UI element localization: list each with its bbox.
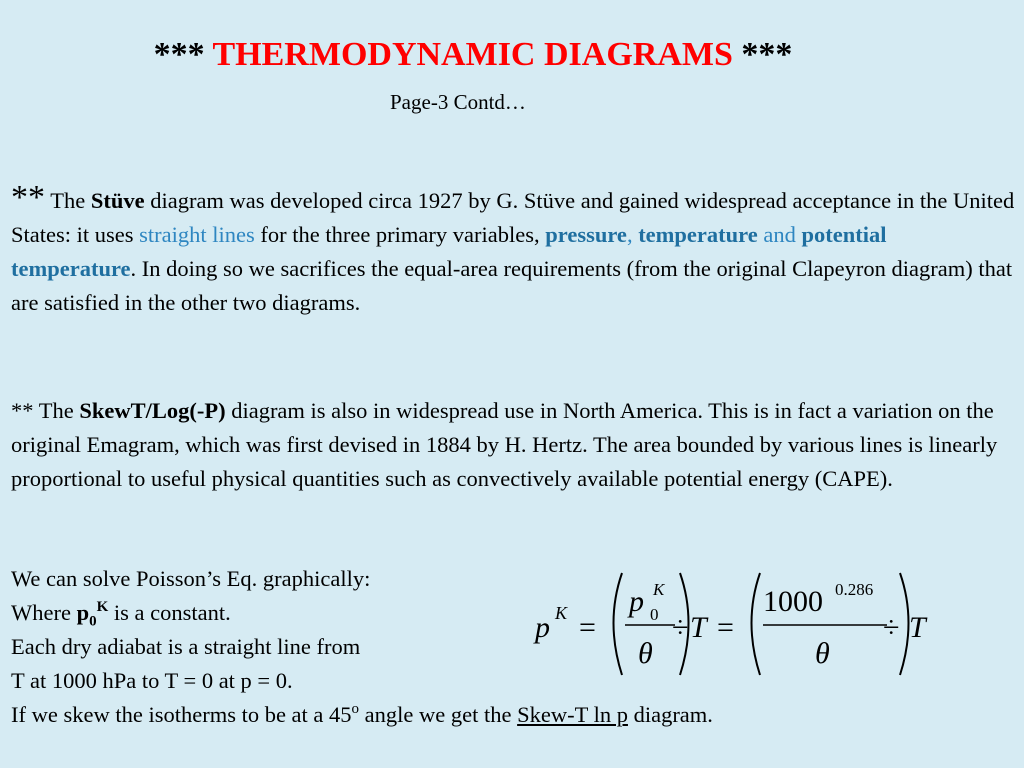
- stuve-paragraph: [11, 179, 1015, 320]
- line-adiabat: Each dry adiabat is a straight line from: [11, 634, 361, 659]
- p1-text: diagram was developed circa 1927 by G. Stüve and gained widespread acceptance in the United States: it uses: [11, 188, 1015, 247]
- p0-symbol: p: [76, 600, 90, 625]
- eq-exp-k: K: [555, 603, 568, 623]
- eq-theta-2: θ: [815, 637, 830, 670]
- title-stars-left: ***: [153, 36, 205, 73]
- bullet-stars: **: [11, 179, 45, 216]
- eq-p0-sub: 0: [650, 605, 659, 624]
- degree-superscript: o: [351, 700, 360, 717]
- eq-T-2: T: [909, 611, 926, 644]
- p2-text: ** The: [11, 398, 74, 423]
- temperature-term: temperature: [638, 222, 758, 247]
- eq-theta-1: θ: [638, 637, 653, 670]
- skew-text: If we skew the isotherms to be at a 45: [11, 702, 352, 727]
- skewt-term: SkewT/Log(-P): [79, 398, 226, 423]
- eq-T-1: T: [690, 611, 707, 644]
- p1-comma: ,: [626, 222, 633, 247]
- line-adiabat-range: T at 1000 hPa to T = 0 at p = 0.: [11, 668, 293, 693]
- skew-text-3: diagram.: [633, 702, 713, 727]
- p0-superscript: K: [96, 598, 109, 615]
- page-title: [0, 36, 946, 74]
- p1-text: . In doing so we sacrifices the equal-area requirements (from the original Clapeyron diagram) that are satisfied in the other two diagrams.: [11, 256, 1013, 315]
- where-text: Where: [11, 600, 71, 625]
- eq-equals-1: =: [579, 611, 596, 644]
- skew-text-2: angle we get the: [364, 702, 512, 727]
- eq-p: p: [535, 611, 550, 644]
- potential-temperature-term: potential temperature: [11, 222, 887, 281]
- p1-text: The: [50, 188, 86, 213]
- eq-div-1: ÷: [672, 611, 689, 644]
- line-skew: [11, 698, 713, 732]
- eq-div-2: ÷: [883, 611, 900, 644]
- stuve-term: Stüve: [90, 188, 145, 213]
- eq-1000: 1000: [763, 585, 823, 618]
- eq-p0-k: K: [653, 580, 665, 599]
- right-paren-2: [900, 573, 909, 675]
- p0-subscript: 0: [89, 613, 97, 630]
- eq-p0: p: [629, 585, 644, 618]
- straight-lines-term: straight lines: [139, 222, 255, 247]
- p2-text: diagram is also in widespread use in North America. This is in fact a variation on the original Emagram, which was first devised in 1884 by H. Hertz. The area bounded by various lines is linearly proportional to useful physical quantities such as convectively available potential energy (CAPE).: [11, 398, 998, 491]
- pressure-term: pressure: [545, 222, 627, 247]
- constant-text: is a constant.: [113, 600, 231, 625]
- skewt-lnp-link[interactable]: Skew-T ln p: [517, 702, 628, 727]
- poisson-equation: [525, 565, 945, 685]
- title-text: THERMODYNAMIC DIAGRAMS: [212, 36, 733, 73]
- line-poisson: We can solve Poisson’s Eq. graphically:: [11, 566, 371, 591]
- eq-equals-2: =: [717, 611, 734, 644]
- p1-text: for the three primary variables,: [260, 222, 540, 247]
- p1-and: and: [763, 222, 796, 247]
- eq-exponent: 0.286: [835, 580, 874, 599]
- left-paren-1: [614, 573, 623, 675]
- skewt-paragraph: [11, 394, 1015, 496]
- equation-svg: [525, 565, 945, 685]
- left-paren-2: [752, 573, 761, 675]
- title-stars-right: ***: [741, 36, 793, 73]
- page-subtitle: Page-3 Contd…: [390, 90, 526, 114]
